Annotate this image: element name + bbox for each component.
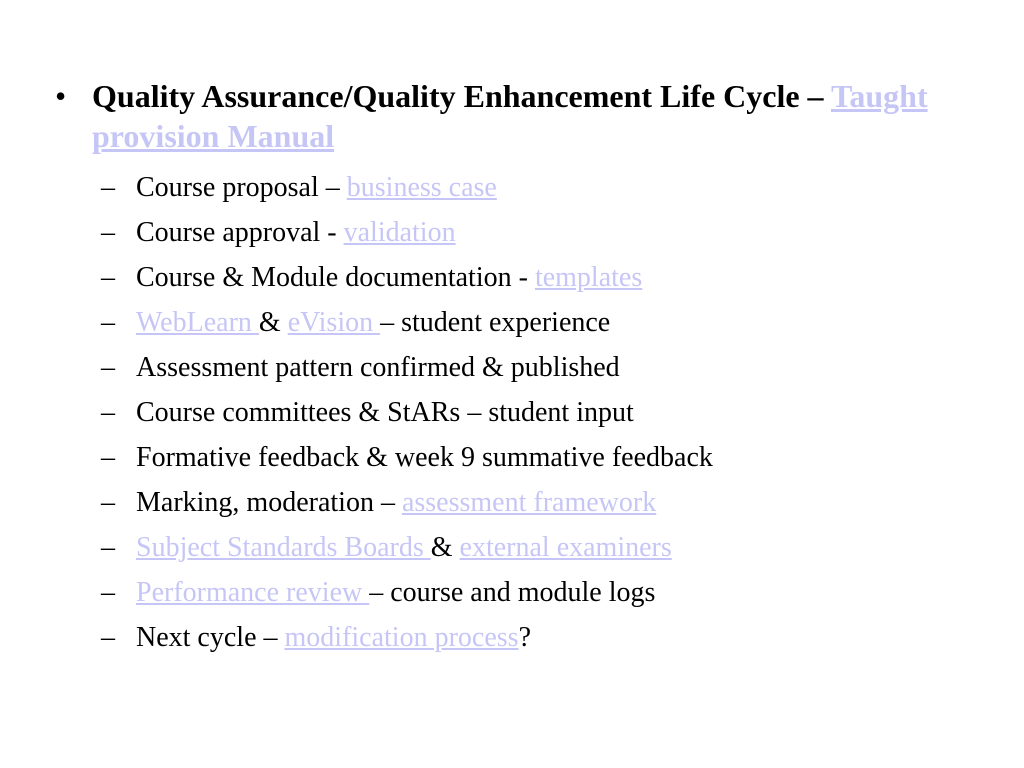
item-text: & bbox=[258, 307, 288, 338]
item-text: Formative feedback & week 9 summative feedback bbox=[136, 442, 713, 473]
list-item-course-proposal bbox=[101, 165, 981, 210]
link-performance-review[interactable]: Performance review bbox=[136, 577, 370, 608]
item-text: ? bbox=[518, 622, 531, 653]
item-text: – course and module logs bbox=[369, 577, 656, 608]
main-heading-text: Quality Assurance/Quality Enhancement Life Cycle – bbox=[92, 78, 831, 114]
link-assessment-framework[interactable]: assessment framework bbox=[401, 487, 657, 518]
item-text: Assessment pattern confirmed & published bbox=[136, 352, 620, 383]
dash-marker: – bbox=[101, 442, 115, 473]
item-text: Marking, moderation – bbox=[136, 487, 402, 518]
list-item-course-approval bbox=[101, 210, 981, 255]
link-subject-standards-boards[interactable]: Subject Standards Boards bbox=[136, 532, 431, 563]
link-evision[interactable]: eVision bbox=[287, 307, 381, 338]
list-item-feedback bbox=[101, 435, 981, 480]
dash-marker: – bbox=[101, 532, 115, 563]
item-text: Next cycle – bbox=[136, 622, 285, 653]
list-item-performance-review bbox=[101, 570, 981, 615]
dash-marker: – bbox=[101, 487, 115, 518]
list-item-assessment-pattern bbox=[101, 345, 981, 390]
item-text: – student experience bbox=[380, 307, 611, 338]
list-item-documentation bbox=[101, 255, 981, 300]
item-text: Course proposal – bbox=[136, 172, 347, 203]
bullet-dot: • bbox=[55, 78, 67, 114]
list-item-next-cycle bbox=[101, 615, 981, 660]
dash-marker: – bbox=[101, 577, 115, 608]
dash-marker: – bbox=[101, 307, 115, 338]
link-taught-provision-manual[interactable]: Taught provision Manual bbox=[92, 78, 928, 154]
link-templates[interactable]: templates bbox=[534, 262, 643, 293]
dash-marker: – bbox=[101, 217, 115, 248]
list-item-subject-standards bbox=[101, 525, 981, 570]
item-text: & bbox=[430, 532, 460, 563]
link-business-case[interactable]: business case bbox=[346, 172, 497, 203]
dash-marker: – bbox=[101, 397, 115, 428]
link-weblearn[interactable]: WebLearn bbox=[136, 307, 259, 338]
dash-marker: – bbox=[101, 622, 115, 653]
dash-marker: – bbox=[101, 352, 115, 383]
sub-bullet-list bbox=[101, 165, 981, 660]
item-text: Course approval - bbox=[136, 217, 344, 248]
list-item-marking-moderation bbox=[101, 480, 981, 525]
dash-marker: – bbox=[101, 262, 115, 293]
link-validation[interactable]: validation bbox=[343, 217, 456, 248]
list-item-course-committees bbox=[101, 390, 981, 435]
main-bullet-point bbox=[55, 76, 955, 156]
item-text: Course & Module documentation - bbox=[136, 262, 535, 293]
dash-marker: – bbox=[101, 172, 115, 203]
main-heading bbox=[92, 76, 955, 156]
list-item-student-experience bbox=[101, 300, 981, 345]
link-external-examiners[interactable]: external examiners bbox=[459, 532, 672, 563]
link-modification-process[interactable]: modification process bbox=[284, 622, 519, 653]
item-text: Course committees & StARs – student input bbox=[136, 397, 634, 428]
